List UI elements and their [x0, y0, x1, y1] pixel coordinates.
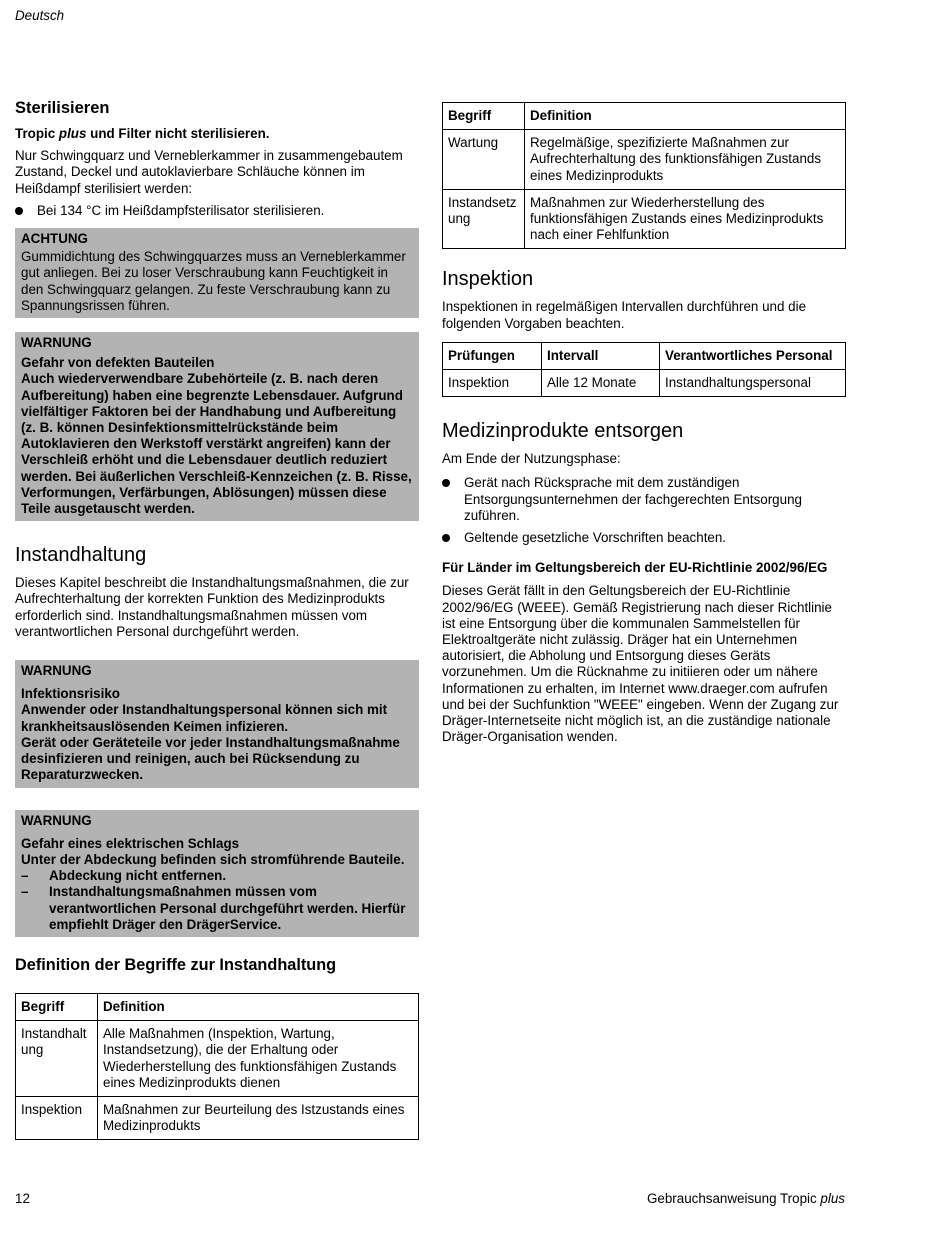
- heading-sterilisieren: Sterilisieren: [15, 99, 110, 117]
- bullet-icon: [15, 207, 23, 215]
- table-cell: Inspektion: [16, 1096, 98, 1139]
- warnung-dash-item: – Instandhaltungsmaßnahmen müssen vom verantwortlichen Personal durchgeführt werden. Hierfür empfiehlt Dräger den DrägerService.: [21, 884, 406, 932]
- warnung-elektrisch-box: [15, 810, 419, 937]
- bullet-icon: [442, 534, 450, 542]
- heading-entsorgen: Medizinprodukte entsorgen: [442, 420, 684, 443]
- entsorgen-intro: Am Ende der Nutzungsphase:: [442, 451, 621, 467]
- achtung-title: ACHTUNG: [21, 231, 88, 247]
- table-header-cell: Begriff: [443, 103, 525, 130]
- table-cell: Alle Maßnahmen (Inspektion, Wartung, Instandsetzung), die der Erhaltung oder Wiederherstellung des funktionsfähigen Zustands eines Medizinprodukts dienen: [98, 1021, 419, 1097]
- entsorgen-bullet: Gerät nach Rücksprache mit dem zuständigen Entsorgungsunternehmen der fachgerechten Entsorgung zuführen.: [442, 475, 846, 524]
- table-cell: Maßnahmen zur Wiederherstellung des funktionsfähigen Zustands eines Medizinprodukts nach einer Fehlfunktion: [525, 189, 846, 249]
- warnung-subtitle: Infektionsrisiko: [21, 686, 120, 702]
- table-header-row: [16, 993, 419, 1020]
- heading-inspektion: Inspektion: [442, 268, 534, 291]
- warnung-text: Unter der Abdeckung befinden sich stromführende Bauteile.: [21, 851, 405, 867]
- section-entsorgen: [442, 419, 846, 745]
- warnung-dash-item: – Abdeckung nicht entfernen.: [21, 868, 227, 884]
- table-header-row: [443, 342, 846, 369]
- definitions-table-right: [442, 102, 846, 249]
- eu-paragraph: Dieses Gerät fällt in den Geltungsbereich der EU-Richtlinie 2002/96/EG (WEEE). Gemäß Registrierung nach dieser Richtlinie ist eine Entsorgung über die kommunalen Sammelstellen für Elektroaltgeräte nicht zulässig. Dräger hat ein Unternehmen autorisiert, die Abholung und Entsorgung dieses Geräts vorzunehmen. Um die Rücknahme zu initiieren oder um nähere Informationen zu erhalten, im Internet www.draeger.com aufrufen und bei der Suchfunktion "WEEE" eingeben. Wenn der Zugang zur Dräger-Internetseite nicht möglich ist, an die zuständige nationale Dräger-Organisation wenden.: [442, 583, 839, 745]
- warnung-text: Gerät oder Geräteteile vor jeder Instandhaltungsmaßnahme desinfizieren und reinigen, auch bei Rücksendung zu Reparaturzwecken.: [21, 734, 400, 783]
- eu-subheading: Für Länder im Geltungsbereich der EU-Richtlinie 2002/96/EG: [442, 560, 828, 576]
- steril-lead: Tropic plus und Filter nicht sterilisieren.: [15, 126, 270, 141]
- table-row: [16, 1096, 419, 1139]
- warnung-title: WARNUNG: [21, 663, 92, 679]
- inspektion-table: [442, 342, 846, 397]
- table-cell: Regelmäßige, spezifizierte Maßnahmen zur Aufrechterhaltung des funktionsfähigen Zustands eines Medizinprodukts: [525, 130, 846, 190]
- heading-definitionen: Definition der Begriffe zur Instandhaltung: [15, 955, 337, 974]
- entsorgen-bullet: Geltende gesetzliche Vorschriften beachten.: [442, 530, 846, 546]
- section-sterilisieren: [15, 98, 419, 219]
- steril-paragraph: Nur Schwingquarz und Verneblerkammer in zusammengebautem Zustand, Deckel und autoklavierbare Schläuche können im Heißdampf sterilisiert werden:: [15, 148, 403, 196]
- warnung-text: Anwender oder Instandhaltungspersonal können sich mit krankheitsauslösenden Keimen infizieren.: [21, 702, 388, 734]
- steril-bullet: Bei 134 °C im Heißdampfsterilisator sterilisieren.: [15, 203, 419, 219]
- section-inspektion: [442, 267, 846, 397]
- table-row: [16, 1021, 419, 1097]
- table-header-cell: Begriff: [16, 993, 98, 1020]
- bullet-icon: [442, 479, 450, 487]
- right-column: [442, 102, 846, 751]
- table-cell: Instandhaltung: [16, 1021, 98, 1097]
- table-row: [443, 370, 846, 397]
- warnung-subtitle: Gefahr von defekten Bauteilen: [21, 355, 215, 371]
- warnung-text: Auch wiederverwendbare Zubehörteile (z. B. nach deren Aufbereitung) haben eine begrenzte Lebensdauer. Aufgrund vielfältiger Faktoren bei der Handhabung und Aufbereitung (z. B. können Desinfektionsmittelrückstände beim Autoklavieren den Werkstoff verstärkt angreifen) kann der Verschleiß erhöht und die Lebensdauer deutlich reduziert werden. Bei äußerlichen Verschleiß-Kennzeichen (z. B. Risse, Verformungen, Verfärbungen, Ablösungen) müssen diese Teile ausgetauscht werden.: [21, 371, 412, 517]
- table-row: [443, 130, 846, 190]
- table-header-cell: Intervall: [542, 342, 660, 369]
- page-number: 12: [15, 1191, 30, 1206]
- table-cell: Wartung: [443, 130, 525, 190]
- table-header-cell: Prüfungen: [443, 342, 542, 369]
- inspektion-paragraph: Inspektionen in regelmäßigen Intervallen durchführen und die folgenden Vorgaben beachten.: [442, 299, 807, 331]
- header-language: Deutsch: [15, 8, 65, 23]
- table-header-cell: Definition: [525, 103, 846, 130]
- table-row: [443, 189, 846, 249]
- instandhaltung-paragraph: Dieses Kapitel beschreibt die Instandhaltungsmaßnahmen, die zur Aufrechterhaltung der korrekten Funktion des Medizinprodukts erforderlich sind. Instandhaltungsmaßnahmen müssen vom verantwortlichen Personal durchgeführt werden.: [15, 575, 409, 639]
- warnung-title: WARNUNG: [21, 335, 92, 351]
- heading-instandhaltung: Instandhaltung: [15, 544, 147, 567]
- table-cell: Alle 12 Monate: [542, 370, 660, 397]
- section-instandhaltung: [15, 543, 419, 640]
- table-cell: Maßnahmen zur Beurteilung des Istzustands eines Medizinprodukts: [98, 1096, 419, 1139]
- definitions-table-left: [15, 993, 419, 1140]
- table-cell: Instandsetzung: [443, 189, 525, 249]
- warnung-infektion-box: [15, 660, 419, 787]
- warnung-title: WARNUNG: [21, 812, 92, 828]
- table-cell: Instandhaltungspersonal: [660, 370, 846, 397]
- table-header-row: [443, 103, 846, 130]
- achtung-box: [15, 228, 419, 318]
- achtung-text: Gummidichtung des Schwingquarzes muss an Verneblerkammer gut anliegen. Bei zu loser Verschraubung kann Feuchtigkeit in den Schwingquarz gelangen. Zu feste Verschraubung kann zu Spannungsrissen führen.: [21, 249, 406, 313]
- table-header-cell: Definition: [98, 993, 419, 1020]
- table-header-cell: Verantwortliches Personal: [660, 342, 846, 369]
- footer-title: Gebrauchsanweisung Tropic plus: [646, 1191, 845, 1206]
- warnung-bauteile-box: [15, 332, 419, 521]
- left-column: [15, 98, 419, 1152]
- table-cell: Inspektion: [443, 370, 542, 397]
- section-definitionen: [15, 955, 419, 1140]
- warnung-subtitle: Gefahr eines elektrischen Schlags: [21, 835, 240, 851]
